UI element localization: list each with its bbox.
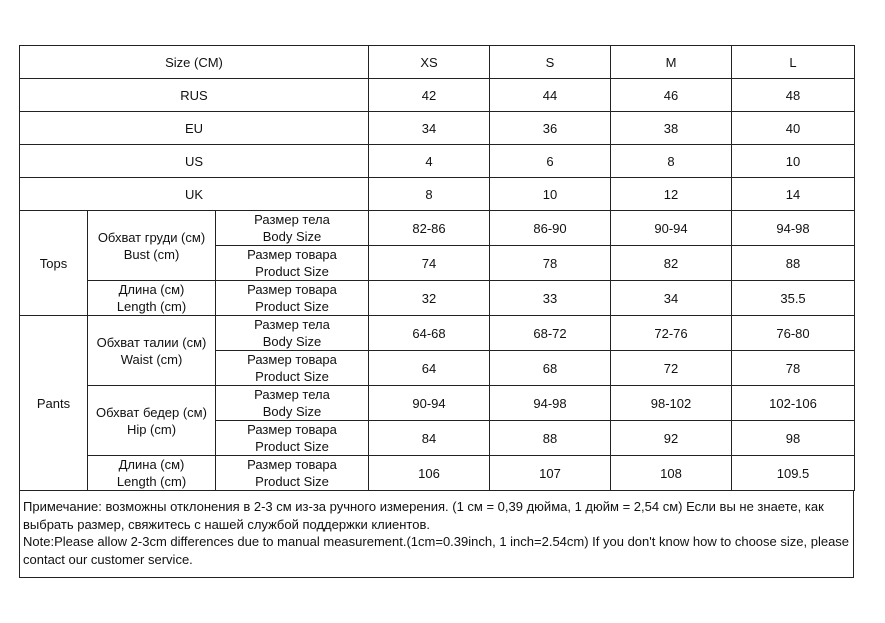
type-label-ru: Размер товара xyxy=(247,457,337,472)
type-label-en: Product Size xyxy=(255,299,329,314)
table-cell: 68 xyxy=(490,351,611,386)
category-tops: Tops xyxy=(20,211,88,316)
type-label-ru: Размер тела xyxy=(254,212,330,227)
type-label-ru: Размер товара xyxy=(247,282,337,297)
table-cell: 88 xyxy=(732,246,855,281)
table-cell: 94-98 xyxy=(490,386,611,421)
type-body-size xyxy=(216,211,369,246)
measure-label-ru: Длина (см) xyxy=(118,457,185,472)
table-cell: 36 xyxy=(490,112,611,145)
table-cell: 108 xyxy=(611,456,732,491)
measure-label-ru: Обхват бедер (см) xyxy=(96,404,207,420)
table-cell: 64-68 xyxy=(369,316,490,351)
measure-bust xyxy=(88,211,216,281)
measure-label-ru: Обхват груди (см) xyxy=(97,229,206,245)
measure-label-en: Hip (cm) xyxy=(126,421,177,437)
size-header-s: S xyxy=(490,46,611,79)
type-label-en: Product Size xyxy=(255,264,329,279)
note-en: Note:Please allow 2-3cm differences due to manual measurement.(1cm=0.39inch, 1 inch=2.54cm) If you don't know how to choose size, please contact our customer service. xyxy=(23,534,850,567)
type-product-size xyxy=(216,456,369,491)
type-label-en: Product Size xyxy=(255,369,329,384)
table-cell: 64 xyxy=(369,351,490,386)
type-product-size xyxy=(216,246,369,281)
measure-label-ru: Обхват талии (см) xyxy=(96,334,207,350)
table-cell: 34 xyxy=(369,112,490,145)
table-cell: 72-76 xyxy=(611,316,732,351)
table-row xyxy=(20,112,855,145)
measure-label-en: Length (cm) xyxy=(116,299,187,314)
table-cell: 8 xyxy=(369,178,490,211)
row-label-us: US xyxy=(20,145,369,178)
row-label-uk: UK xyxy=(20,178,369,211)
header-row xyxy=(20,46,855,79)
measure-label-ru: Длина (см) xyxy=(118,282,185,297)
row-label-eu: EU xyxy=(20,112,369,145)
type-product-size xyxy=(216,281,369,316)
table-cell: 102-106 xyxy=(732,386,855,421)
measure-hip xyxy=(88,386,216,456)
table-cell: 33 xyxy=(490,281,611,316)
table-cell: 88 xyxy=(490,421,611,456)
table-cell: 76-80 xyxy=(732,316,855,351)
type-label-en: Body Size xyxy=(262,404,322,419)
type-label-ru: Размер тела xyxy=(254,387,330,402)
table-row xyxy=(20,79,855,112)
table-cell: 4 xyxy=(369,145,490,178)
table-row xyxy=(20,178,855,211)
table-cell: 82-86 xyxy=(369,211,490,246)
size-header-xs: XS xyxy=(369,46,490,79)
table-cell: 10 xyxy=(490,178,611,211)
table-cell: 42 xyxy=(369,79,490,112)
table-cell: 78 xyxy=(490,246,611,281)
table-cell: 44 xyxy=(490,79,611,112)
row-label-rus: RUS xyxy=(20,79,369,112)
table-cell: 48 xyxy=(732,79,855,112)
table-row xyxy=(20,145,855,178)
size-table xyxy=(19,45,855,491)
table-cell: 107 xyxy=(490,456,611,491)
type-label-ru: Размер товара xyxy=(247,422,337,437)
table-cell: 34 xyxy=(611,281,732,316)
type-label-en: Product Size xyxy=(255,474,329,489)
table-cell: 106 xyxy=(369,456,490,491)
type-label-ru: Размер товара xyxy=(247,247,337,262)
table-cell: 68-72 xyxy=(490,316,611,351)
measure-label-en: Length (cm) xyxy=(116,474,187,489)
table-cell: 78 xyxy=(732,351,855,386)
table-row xyxy=(20,281,855,316)
table-cell: 98 xyxy=(732,421,855,456)
type-body-size xyxy=(216,386,369,421)
type-product-size xyxy=(216,421,369,456)
table-cell: 72 xyxy=(611,351,732,386)
measurement-note xyxy=(19,491,854,578)
table-cell: 46 xyxy=(611,79,732,112)
size-header-m: M xyxy=(611,46,732,79)
type-product-size xyxy=(216,351,369,386)
type-body-size xyxy=(216,316,369,351)
measure-length xyxy=(88,281,216,316)
table-cell: 84 xyxy=(369,421,490,456)
size-header-l: L xyxy=(732,46,855,79)
table-cell: 74 xyxy=(369,246,490,281)
table-cell: 10 xyxy=(732,145,855,178)
table-cell: 86-90 xyxy=(490,211,611,246)
table-cell: 98-102 xyxy=(611,386,732,421)
table-cell: 8 xyxy=(611,145,732,178)
type-label-ru: Размер тела xyxy=(254,317,330,332)
measure-length xyxy=(88,456,216,491)
measure-label-en: Bust (cm) xyxy=(123,246,180,262)
table-row xyxy=(20,456,855,491)
type-label-en: Product Size xyxy=(255,439,329,454)
size-header-label: Size (CM) xyxy=(20,46,369,79)
table-cell: 14 xyxy=(732,178,855,211)
table-cell: 94-98 xyxy=(732,211,855,246)
table-cell: 12 xyxy=(611,178,732,211)
note-ru: Примечание: возможны отклонения в 2-3 см из-за ручного измерения. (1 см = 0,39 дюйма, 1 дюйм = 2,54 см) Если вы не знаете, как выбрать размер, свяжитесь с нашей службой поддержки клиентов. xyxy=(23,499,824,532)
table-cell: 40 xyxy=(732,112,855,145)
type-label-en: Body Size xyxy=(262,334,322,349)
table-cell: 35.5 xyxy=(732,281,855,316)
type-label-en: Body Size xyxy=(262,229,322,244)
table-cell: 38 xyxy=(611,112,732,145)
table-cell: 109.5 xyxy=(732,456,855,491)
table-cell: 32 xyxy=(369,281,490,316)
measure-label-en: Waist (cm) xyxy=(120,351,183,367)
category-pants: Pants xyxy=(20,316,88,491)
type-label-ru: Размер товара xyxy=(247,352,337,367)
table-cell: 6 xyxy=(490,145,611,178)
table-cell: 90-94 xyxy=(611,211,732,246)
measure-waist xyxy=(88,316,216,386)
table-row xyxy=(20,211,855,246)
table-row xyxy=(20,316,855,351)
size-chart xyxy=(19,45,854,578)
table-row xyxy=(20,386,855,421)
table-cell: 82 xyxy=(611,246,732,281)
table-cell: 92 xyxy=(611,421,732,456)
table-cell: 90-94 xyxy=(369,386,490,421)
